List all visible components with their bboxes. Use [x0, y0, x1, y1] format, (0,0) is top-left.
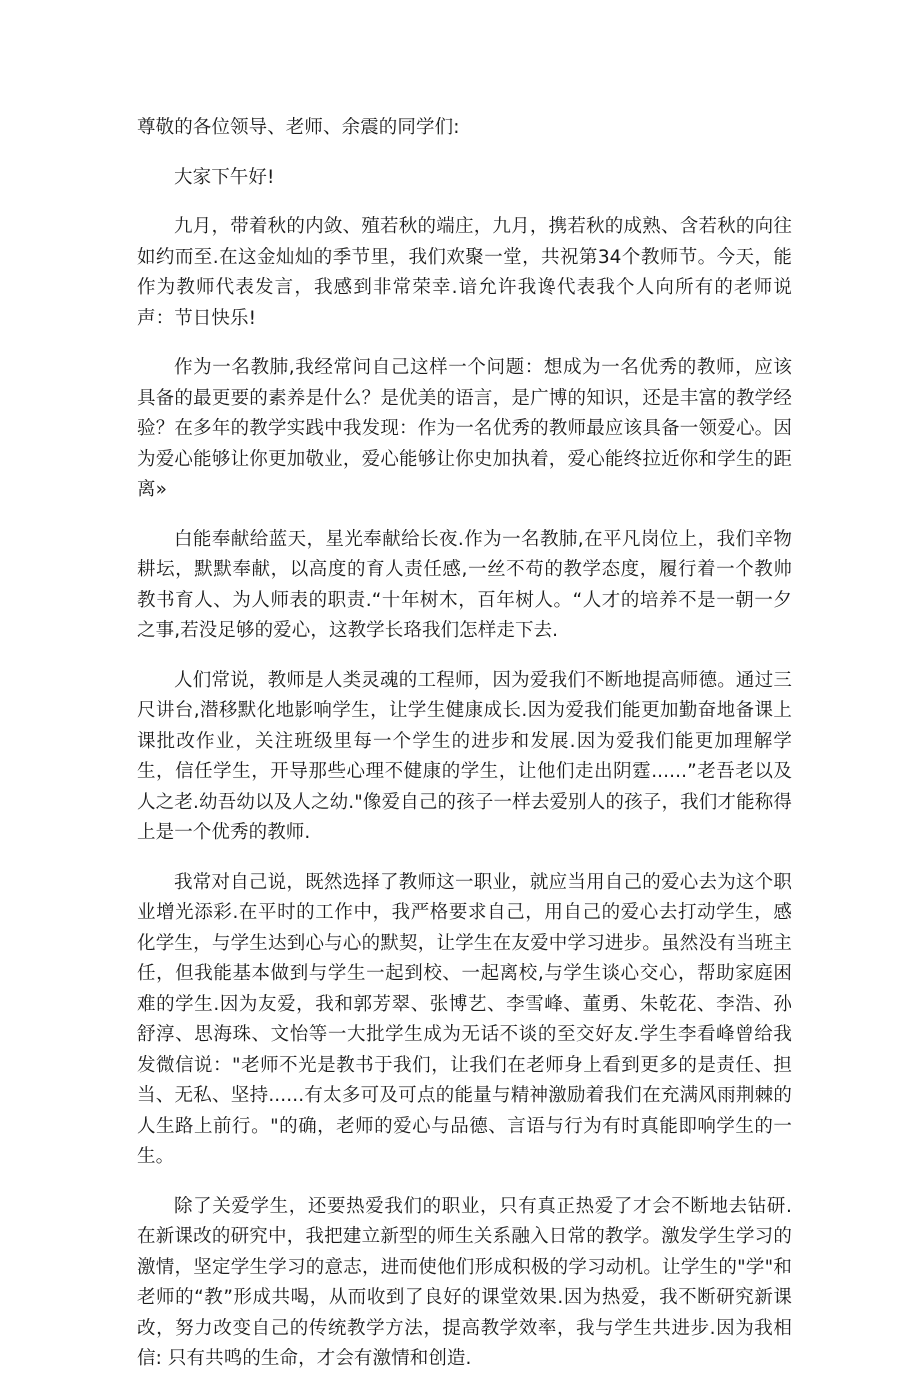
paragraph-career-choice: 我常对自己说，既然选择了教师这一职业，就应当用自己的爱心去为这个职业增光添彩.在平时的工作中，我严格要求自己，用自己的爱心去打动学生，感化学生，与学生达到心与心的默契，让学生在友爱中学习进步。虽然没有当班主任，但我能基本做到与学生一起到校、一起离校,与学生谈心交心，帮助家庭困难的学生.因为友爱，我和郭芳翠、张博艺、李雪峰、董勇、朱乾花、李浩、孙舒淳、思海珠、文怡等一大批学生成为无话不谈的至交好友.学生李看峰曾给我发微信说："老师不光是教书于我们，让我们在老师身上看到更多的是责任、担当、无私、坚持......有太多可及可点的能量与精神激励着我们在充满风雨荆棘的人生路上前行。"的确，老师的爱心与品德、言语与行为有时真能即响学生的一生。	[137, 871, 792, 1167]
paragraph-teacher-love: 作为一名教肺,我经常问自己这样一个问题：想成为一名优秀的教师，应该具备的最更要的素养是什么？是优美的语言，是广博的知识，还是丰富的教学经验？在多年的教学实践中我发现：作为一名优秀的教师最应该具备一领爱心。因为爱心能够让你更加敬业，爱心能够让你史加执着，爱心能终拉近你和学生的距离»	[137, 357, 792, 500]
paragraph-love-profession: 除了关爱学生，还要热爱我们的职业，只有真正热爱了才会不断地去钻研.在新课改的研究中，我把建立新型的师生关系融入日常的教学。激发学生学习的激情，坚定学生学习的意志，进而使他们形成积极的学习动机。让学生的"学"和老师的“教”形成共喝，从而收到了良好的课堂效果.因为热爱，我不断研究新课改，努力改变自己的传统教学方法，提高教学效率，我与学生共进步.因为我相信: 只有共鸣的生命，才会有激情和创造.	[137, 1195, 792, 1369]
paragraph-september: 九月，带着秋的内敛、殖若秋的端庄，九月，携若秋的成熟、含若秋的向往如约而至.在这金灿灿的季节里，我们欢聚一堂，共祝第34个教师节。今天，能作为教师代表发言，我感到非常荣幸.谙允许我谗代表我个人向所有的老师说声：节日快乐!	[137, 216, 792, 329]
paragraph-dedication: 白能奉献给蓝天，星光奉献给长夜.作为一名教肺,在平凡岗位上，我们辛物耕坛，默默奉献，以高度的育人责任感,一丝不苟的教学态度，履行着一个教帅教书育人、为人师表的职责.“十年树木，百年树人。“人才的培养不是一朝一夕之事,若没足够的爱心，这教学长珞我们怎样走下去.	[137, 528, 792, 641]
greeting-paragraph: 大家下午好!	[174, 166, 275, 188]
speech-document	[137, 113, 792, 1394]
paragraph-soul-engineer: 人们常说，教师是人类灵魂的工程师，因为爱我们不断地提高师德。通过三尺讲台,潜移默化地影响学生，让学生健康成长.因为爱我们能更加勤奋地备课上课批改作业，关注班级里每一个学生的进步和发展.因为爱我们能更加理解学生，信任学生，开导那些心理不健康的学生，让他们走出阴霆......”老吾老以及人之老.幼吾幼以及人之幼."像爱自己的孩子一样去爱别人的孩子，我们才能称得上是一个优秀的教师.	[137, 669, 792, 843]
salutation-line: 尊敬的各位领导、老师、余震的同学们:	[137, 117, 460, 138]
